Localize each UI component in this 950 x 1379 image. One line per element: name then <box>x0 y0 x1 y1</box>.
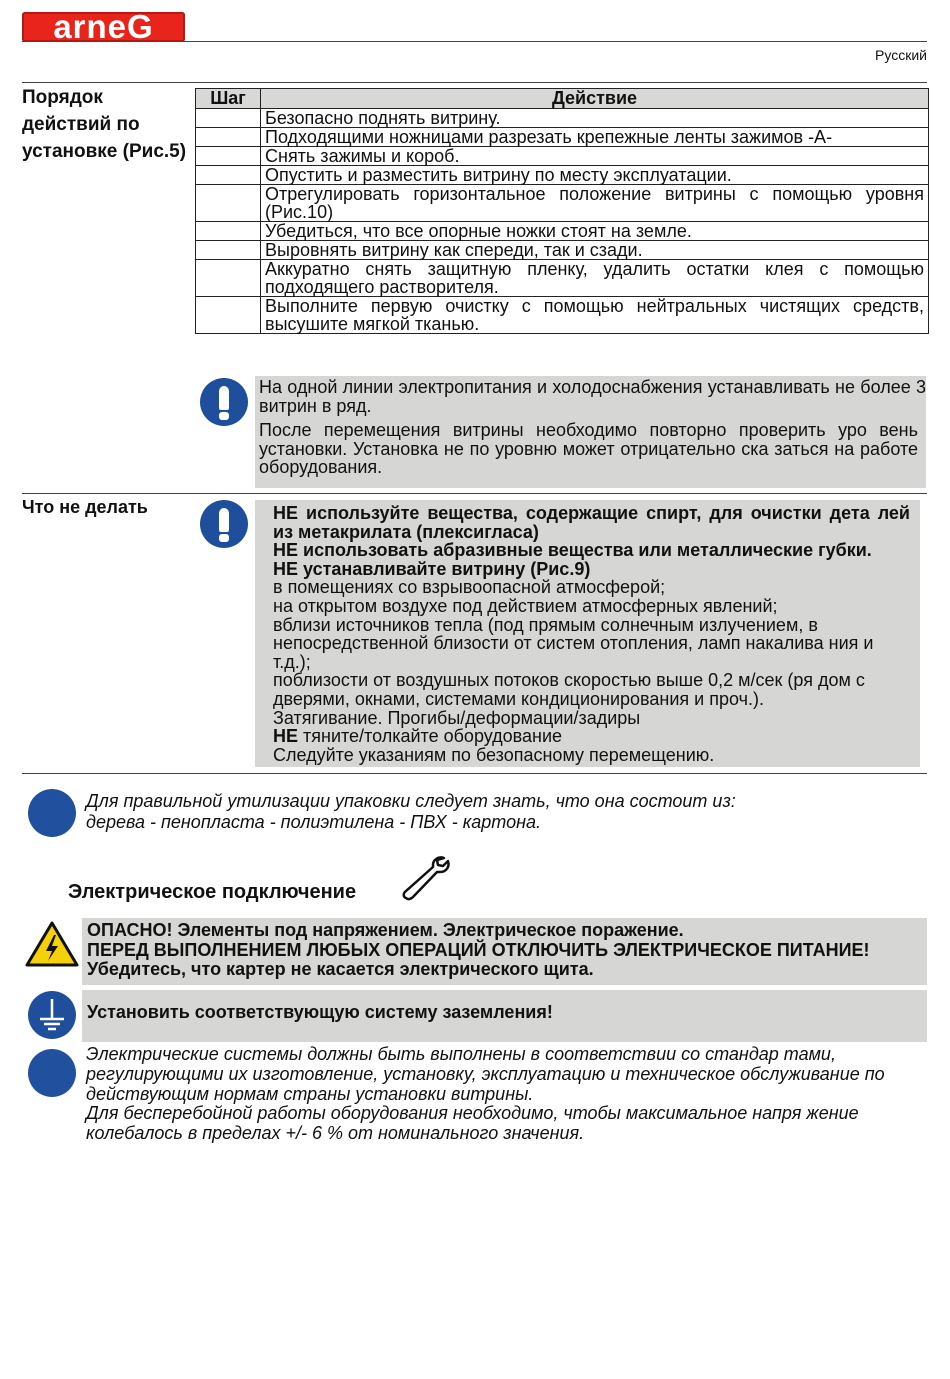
ground-text: Установить соответствующую систему заземления! <box>87 1002 553 1022</box>
language-label: Русский <box>875 47 927 63</box>
action-cell: Подходящими ножницами разрезать крепежные ленты зажимов -А- <box>261 128 929 147</box>
dont-box <box>255 500 920 767</box>
disposal-text <box>86 791 926 833</box>
dont-section-title: Что не делать <box>22 497 148 517</box>
action-cell: Безопасно поднять витрину. <box>261 109 929 128</box>
electric-info-text <box>86 1045 921 1144</box>
step-cell <box>196 222 261 241</box>
table-row <box>196 260 929 297</box>
section-divider-disposal <box>22 773 927 774</box>
step-cell <box>196 147 261 166</box>
action-cell: Аккуратно снять защитную пленку, удалить остатки клея с помощью подходящего растворителя. <box>261 260 929 297</box>
table-row <box>196 297 929 334</box>
col-action-header: Действие <box>261 89 929 109</box>
table-row <box>196 241 929 260</box>
action-cell: Отрегулировать горизонтальное положение витрины с помощью уровня (Рис.10) <box>261 185 929 222</box>
dont-line-9-bold: НЕ <box>273 726 299 747</box>
table-row <box>196 128 929 147</box>
action-cell: Выполните первую очистку с помощью нейтральных чистящих средств, высушите мягкой тканью. <box>261 297 929 334</box>
dont-line-7: поблизости от воздушных потоков скоростью выше 0,2 м/сек (ря дом с дверями, окнами, системами кондиционирования и проч.). <box>273 670 865 709</box>
logo-text: arneG <box>53 8 154 45</box>
danger-line-2: ПЕРЕД ВЫПОЛНЕНИЕМ ЛЮБЫХ ОПЕРАЦИЙ ОТКЛЮЧИТЬ ЭЛЕКТРИЧЕСКОЕ ПИТАНИЕ! <box>87 939 870 960</box>
wrench-icon <box>398 855 454 901</box>
table-row <box>196 166 929 185</box>
action-cell: Убедиться, что все опорные ножки стоят на земле. <box>261 222 929 241</box>
install-note-2: После перемещения витрины необходимо повторно проверить уро вень установки. Установка не по уровню может отрицательно ска заться на работе оборудования. <box>259 420 918 477</box>
table-row <box>196 185 929 222</box>
action-cell: Снять зажимы и короб. <box>261 147 929 166</box>
electric-info-2: Для бесперебойной работы оборудования необходимо, чтобы максимальное напря жение колебалось в пределах +/- 6 % от номинального значения. <box>86 1103 859 1144</box>
col-step-header: Шаг <box>196 89 261 109</box>
step-cell <box>196 109 261 128</box>
exclamation-icon <box>200 500 248 548</box>
step-cell <box>196 297 261 334</box>
install-steps-table <box>195 88 929 334</box>
step-cell <box>196 166 261 185</box>
section-divider-dont <box>22 493 927 494</box>
dont-line-5: на открытом воздухе под действием атмосферных явлений; <box>273 595 778 616</box>
install-note-1: На одной линии электропитания и холодоснабжения устанавливать не более 3 витрин в ряд. <box>259 377 926 416</box>
table-row <box>196 222 929 241</box>
table-row <box>196 147 929 166</box>
exclamation-icon <box>200 378 248 426</box>
disposal-line-2: дерева - пенопласта - полиэтилена - ПВХ - картона. <box>86 812 541 832</box>
step-cell <box>196 241 261 260</box>
section-divider-top <box>22 82 927 83</box>
danger-line-1: ОПАСНО! Элементы под напряжением. Электрическое поражение. <box>87 920 684 940</box>
disposal-line-1: Для правильной утилизации упаковки следует знать, что она состоит из: <box>86 791 736 811</box>
step-cell <box>196 185 261 222</box>
dont-line-8: Затягивание. Прогибы/деформации/задиры <box>273 707 641 728</box>
install-section-title: Порядок действий по установке (Рис.5) <box>22 87 187 162</box>
electric-section-title: Электрическое подключение <box>68 881 357 903</box>
dont-line-1: НЕ используйте вещества, содержащие спирт, для очистки дета лей из метакрилата (плексигласа) <box>273 503 910 542</box>
danger-line-3: Убедитесь, что картер не касается электрического щита. <box>87 959 594 979</box>
dont-line-9-rest: тяните/толкайте оборудование <box>298 726 563 747</box>
info-circle-icon <box>28 789 76 837</box>
ground-box <box>82 990 927 1042</box>
electric-hazard-icon <box>24 920 80 968</box>
ground-icon <box>27 990 77 1040</box>
install-note-box <box>255 376 926 488</box>
dont-line-2: НЕ использовать абразивные вещества или металлические губки. <box>273 540 872 561</box>
header-divider <box>22 41 927 42</box>
dont-line-3: НЕ устанавливайте витрину (Рис.9) <box>273 558 591 579</box>
action-cell: Опустить и разместить витрину по месту эксплуатации. <box>261 166 929 185</box>
dont-line-9 <box>273 727 920 746</box>
step-cell <box>196 260 261 297</box>
dont-line-4: в помещениях со взрывоопасной атмосферой; <box>273 577 666 598</box>
info-circle-icon <box>28 1049 76 1097</box>
dont-line-10: Следуйте указаниям по безопасному перемещению. <box>273 744 715 765</box>
electric-info-1: Электрические системы должны быть выполнены в соответствии со стандар тами, регулирующими их изготовление, установку, эксплуатацию и техническое обслуживание по действующим нормам страны установки витрины. <box>86 1044 885 1104</box>
table-header-row <box>196 89 929 109</box>
action-cell: Выровнять витрину как спереди, так и сзади. <box>261 241 929 260</box>
danger-box <box>82 918 927 985</box>
dont-line-6: вблизи источников тепла (под прямым солнечным излучением, в непосредственной близости от систем отопления, ламп накалива ния и т.д.); <box>273 614 874 672</box>
step-cell <box>196 128 261 147</box>
table-row <box>196 109 929 128</box>
arneg-logo <box>22 8 185 45</box>
